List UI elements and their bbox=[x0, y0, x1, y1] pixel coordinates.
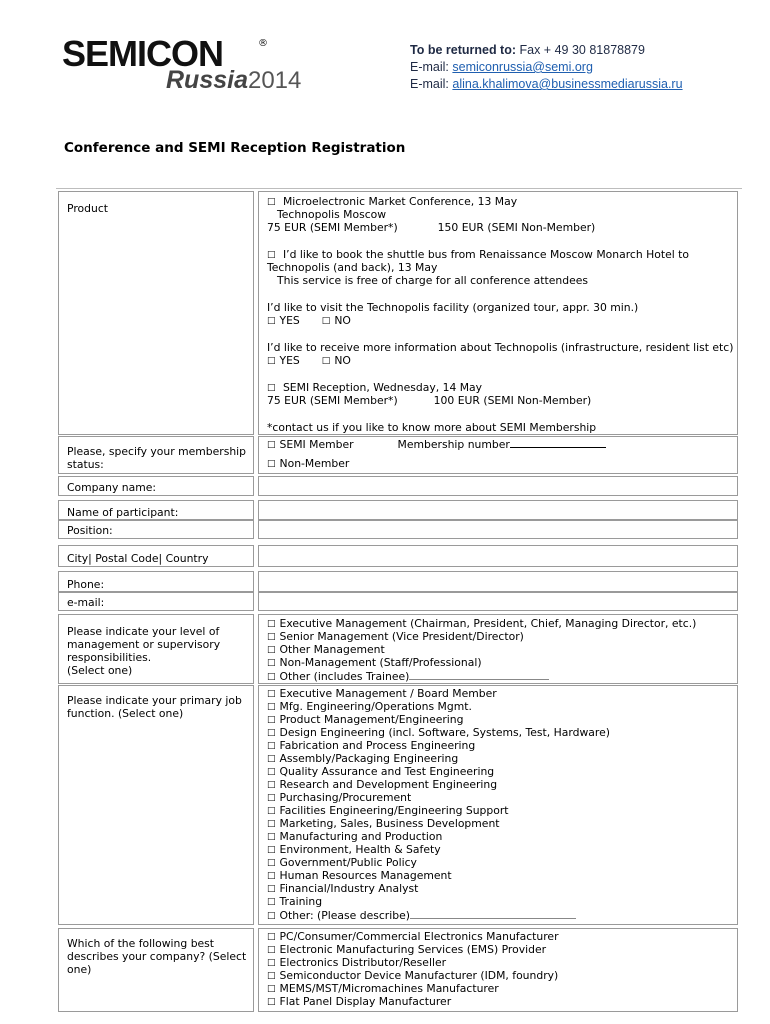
city-row bbox=[56, 545, 742, 567]
reception-title: SEMI Reception, Wednesday, 14 May bbox=[282, 381, 483, 394]
checkbox-icon[interactable]: □ bbox=[267, 440, 276, 450]
membership-number-label: Membership number bbox=[397, 438, 510, 451]
company-type-label-1: Which of the following best bbox=[67, 937, 215, 950]
conference-venue: Technopolis Moscow bbox=[277, 208, 387, 221]
position-input-cell[interactable] bbox=[258, 520, 738, 539]
company-type-option-label: PC/Consumer/Commercial Electronics Manufacturer bbox=[279, 930, 559, 943]
checkbox-icon[interactable]: □ bbox=[267, 645, 276, 655]
product-options-cell bbox=[258, 191, 738, 435]
visit-choices bbox=[267, 314, 351, 329]
city-label: City| Postal Code| Country bbox=[67, 552, 209, 565]
company-type-option-label: Semiconductor Device Manufacturer (IDM, foundry) bbox=[279, 969, 559, 982]
reception-price-member: 75 EUR (SEMI Member*) bbox=[267, 394, 398, 407]
position-label-cell bbox=[58, 520, 254, 539]
membership-number-field[interactable] bbox=[510, 437, 606, 448]
returned-label: To be returned to: bbox=[410, 43, 517, 57]
checkbox-icon[interactable]: □ bbox=[321, 356, 331, 366]
logo-event bbox=[166, 66, 301, 95]
checkbox-icon[interactable]: □ bbox=[267, 884, 276, 894]
conference-title: Microelectronic Market Conference, 13 May bbox=[282, 195, 518, 208]
management-row bbox=[56, 614, 742, 684]
job-option-label: Government/Public Policy bbox=[279, 856, 417, 869]
reception-price-nonmember: 100 EUR (SEMI Non-Member) bbox=[433, 394, 592, 407]
info-yes-label: YES bbox=[279, 354, 300, 367]
checkbox-icon[interactable]: □ bbox=[267, 845, 276, 855]
management-label-cell bbox=[58, 614, 254, 684]
management-options-cell bbox=[258, 614, 738, 684]
job-function-row bbox=[56, 685, 742, 925]
job-option-label: Environment, Health & Safety bbox=[279, 843, 441, 856]
management-option-label: Executive Management (Chairman, President, Chief, Managing Director, etc.) bbox=[279, 617, 697, 630]
membership-label-1: Please, specify your membership bbox=[67, 445, 247, 458]
participant-input-cell[interactable] bbox=[258, 500, 738, 520]
membership-contact-note: *contact us if you like to know more about SEMI Membership bbox=[267, 421, 597, 434]
management-option-label: Senior Management (Vice President/Director) bbox=[279, 630, 524, 643]
checkbox-icon[interactable]: □ bbox=[267, 619, 276, 629]
checkbox-icon[interactable]: □ bbox=[267, 958, 276, 968]
job-option-label: Facilities Engineering/Engineering Support bbox=[279, 804, 509, 817]
checkbox-icon[interactable]: □ bbox=[267, 945, 276, 955]
shuttle-text-2: Technopolis (and back), 13 May bbox=[267, 261, 438, 274]
company-type-options-cell bbox=[258, 928, 738, 1012]
info-no-label: NO bbox=[334, 354, 351, 367]
email-link-2[interactable]: alina.khalimova@businessmediarussia.ru bbox=[452, 77, 683, 91]
management-option-label: Other (includes Trainee) bbox=[279, 670, 410, 683]
management-label-1: Please indicate your level of bbox=[67, 625, 220, 638]
company-row bbox=[56, 476, 742, 496]
company-type-label-3: one) bbox=[67, 963, 92, 976]
other-describe-field[interactable] bbox=[410, 908, 576, 919]
checkbox-icon[interactable]: □ bbox=[267, 702, 276, 712]
participant-row bbox=[56, 500, 742, 540]
membership-label-cell bbox=[58, 436, 254, 474]
email-line-1 bbox=[410, 59, 683, 76]
logo-registered-mark: ® bbox=[258, 38, 268, 49]
checkbox-icon[interactable]: □ bbox=[267, 806, 276, 816]
fax-number: Fax + 49 30 81878879 bbox=[519, 43, 645, 57]
reception-prices bbox=[267, 394, 591, 407]
job-option-label: Financial/Industry Analyst bbox=[279, 882, 419, 895]
management-label-2: management or supervisory bbox=[67, 638, 221, 651]
email-input-cell[interactable] bbox=[258, 592, 738, 611]
return-line bbox=[410, 42, 683, 59]
product-row bbox=[56, 191, 742, 435]
logo-brand: SEMICON bbox=[62, 33, 224, 74]
logo-event-name: Russia bbox=[166, 66, 248, 94]
email-label-cell bbox=[58, 592, 254, 611]
email-line-2 bbox=[410, 76, 683, 93]
job-option-label: Training bbox=[279, 895, 323, 908]
job-function-label-2: function. (Select one) bbox=[67, 707, 184, 720]
other-trainee-field[interactable] bbox=[409, 669, 549, 680]
checkbox-icon[interactable]: □ bbox=[267, 658, 276, 668]
company-type-row bbox=[56, 928, 742, 1012]
checkbox-icon[interactable]: □ bbox=[267, 832, 276, 842]
management-label-3: responsibilities. bbox=[67, 651, 152, 664]
company-type-option-label: Electronic Manufacturing Services (EMS) Provider bbox=[279, 943, 547, 956]
conference-price-nonmember: 150 EUR (SEMI Non-Member) bbox=[437, 221, 596, 234]
job-option-label: Marketing, Sales, Business Development bbox=[279, 817, 500, 830]
visit-yes-label: YES bbox=[279, 314, 300, 327]
product-label-cell bbox=[58, 191, 254, 435]
checkbox-icon[interactable]: □ bbox=[321, 316, 331, 326]
participant-label-cell bbox=[58, 500, 254, 520]
job-option-label: Manufacturing and Production bbox=[279, 830, 443, 843]
job-option-label: Fabrication and Process Engineering bbox=[279, 739, 476, 752]
non-member-option[interactable] bbox=[267, 457, 349, 472]
phone-input-cell[interactable] bbox=[258, 571, 738, 592]
info-yes-option[interactable] bbox=[267, 354, 300, 367]
position-label: Position: bbox=[67, 524, 113, 537]
checkbox-icon[interactable]: □ bbox=[267, 997, 276, 1007]
checkbox-icon[interactable]: □ bbox=[267, 871, 276, 881]
checkbox-icon[interactable]: □ bbox=[267, 858, 276, 868]
job-option-label: Design Engineering (incl. Software, Systems, Test, Hardware) bbox=[279, 726, 610, 739]
checkbox-icon[interactable]: □ bbox=[267, 632, 276, 642]
checkbox-icon[interactable]: □ bbox=[267, 383, 276, 393]
city-input-cell[interactable] bbox=[258, 545, 738, 567]
checkbox-icon[interactable]: □ bbox=[267, 911, 276, 921]
form-title: Conference and SEMI Reception Registration bbox=[64, 140, 406, 156]
job-option-label: Research and Development Engineering bbox=[279, 778, 498, 791]
phone-label: Phone: bbox=[67, 578, 105, 591]
info-no-option[interactable] bbox=[322, 354, 351, 367]
job-option-label: Quality Assurance and Test Engineering bbox=[279, 765, 495, 778]
product-label: Product bbox=[67, 202, 108, 215]
semi-member-option[interactable] bbox=[267, 437, 606, 453]
visit-question: I’d like to visit the Technopolis facility (organized tour, appr. 30 min.) bbox=[267, 301, 639, 314]
checkbox-icon[interactable]: □ bbox=[267, 971, 276, 981]
management-option-label: Other Management bbox=[279, 643, 385, 656]
semi-member-label: SEMI Member bbox=[279, 438, 354, 451]
checkbox-icon[interactable]: □ bbox=[267, 793, 276, 803]
management-label-4: (Select one) bbox=[67, 664, 133, 677]
job-option-label: Product Management/Engineering bbox=[279, 713, 464, 726]
table-top-border bbox=[56, 188, 742, 189]
management-option[interactable] bbox=[267, 669, 549, 685]
info-question: I’d like to receive more information about Technopolis (infrastructure, resident list etc) bbox=[267, 341, 734, 354]
visit-no-label: NO bbox=[334, 314, 351, 327]
company-type-option-label: MEMS/MST/Micromachines Manufacturer bbox=[279, 982, 499, 995]
phone-row bbox=[56, 571, 742, 611]
job-option-label: Other: (Please describe) bbox=[279, 909, 410, 922]
company-input-cell[interactable] bbox=[258, 476, 738, 496]
checkbox-icon[interactable]: □ bbox=[267, 356, 276, 366]
email-label-2: E-mail: bbox=[410, 77, 449, 91]
contact-block bbox=[410, 42, 683, 93]
membership-options-cell bbox=[258, 436, 738, 474]
checkbox-icon[interactable]: □ bbox=[267, 897, 276, 907]
conference-price-member: 75 EUR (SEMI Member*) bbox=[267, 221, 398, 234]
checkbox-icon[interactable]: □ bbox=[267, 672, 276, 682]
non-member-label: Non-Member bbox=[279, 457, 350, 470]
checkbox-icon[interactable]: □ bbox=[267, 197, 276, 207]
checkbox-icon[interactable]: □ bbox=[267, 741, 276, 751]
email-link-1[interactable]: semiconrussia@semi.org bbox=[452, 60, 593, 74]
checkbox-icon[interactable]: □ bbox=[267, 250, 276, 260]
shuttle-text-3: This service is free of charge for all conference attendees bbox=[277, 274, 588, 287]
checkbox-icon[interactable]: □ bbox=[267, 459, 276, 469]
company-label-cell bbox=[58, 476, 254, 496]
job-option[interactable] bbox=[267, 908, 576, 924]
checkbox-icon[interactable]: □ bbox=[267, 932, 276, 942]
visit-no-option[interactable] bbox=[322, 314, 351, 327]
semicon-russia-logo bbox=[62, 33, 322, 96]
job-option-label: Human Resources Management bbox=[279, 869, 452, 882]
company-type-label-2: describes your company? (Select bbox=[67, 950, 247, 963]
conference-prices bbox=[267, 221, 595, 234]
company-label: Company name: bbox=[67, 481, 157, 494]
info-choices bbox=[267, 354, 351, 369]
job-option-label: Mfg. Engineering/Operations Mgmt. bbox=[279, 700, 472, 713]
company-type-label-cell bbox=[58, 928, 254, 1012]
checkbox-icon[interactable]: □ bbox=[267, 728, 276, 738]
checkbox-icon[interactable]: □ bbox=[267, 316, 276, 326]
checkbox-icon[interactable]: □ bbox=[267, 715, 276, 725]
job-function-label-1: Please indicate your primary job bbox=[67, 694, 242, 707]
job-option-label: Assembly/Packaging Engineering bbox=[279, 752, 459, 765]
participant-label: Name of participant: bbox=[67, 506, 179, 519]
checkbox-icon[interactable]: □ bbox=[267, 984, 276, 994]
checkbox-icon[interactable]: □ bbox=[267, 767, 276, 777]
company-type-option-label: Electronics Distributor/Reseller bbox=[279, 956, 447, 969]
job-function-options-cell bbox=[258, 685, 738, 925]
city-label-cell bbox=[58, 545, 254, 567]
job-function-label-cell bbox=[58, 685, 254, 925]
membership-row bbox=[56, 436, 742, 474]
checkbox-icon[interactable]: □ bbox=[267, 780, 276, 790]
checkbox-icon[interactable]: □ bbox=[267, 754, 276, 764]
checkbox-icon[interactable]: □ bbox=[267, 819, 276, 829]
shuttle-text-1: I’d like to book the shuttle bus from Renaissance Moscow Monarch Hotel to bbox=[282, 248, 689, 261]
email-label: e-mail: bbox=[67, 596, 105, 609]
membership-label-2: status: bbox=[67, 458, 104, 471]
company-type-option-label: Flat Panel Display Manufacturer bbox=[279, 995, 452, 1008]
management-option-label: Non-Management (Staff/Professional) bbox=[279, 656, 482, 669]
logo-year: 2014 bbox=[247, 67, 302, 94]
company-type-option[interactable] bbox=[267, 995, 451, 1010]
phone-label-cell bbox=[58, 571, 254, 592]
email-label-1: E-mail: bbox=[410, 60, 449, 74]
job-option-label: Executive Management / Board Member bbox=[279, 687, 497, 700]
visit-yes-option[interactable] bbox=[267, 314, 300, 327]
checkbox-icon[interactable]: □ bbox=[267, 689, 276, 699]
job-option-label: Purchasing/Procurement bbox=[279, 791, 412, 804]
